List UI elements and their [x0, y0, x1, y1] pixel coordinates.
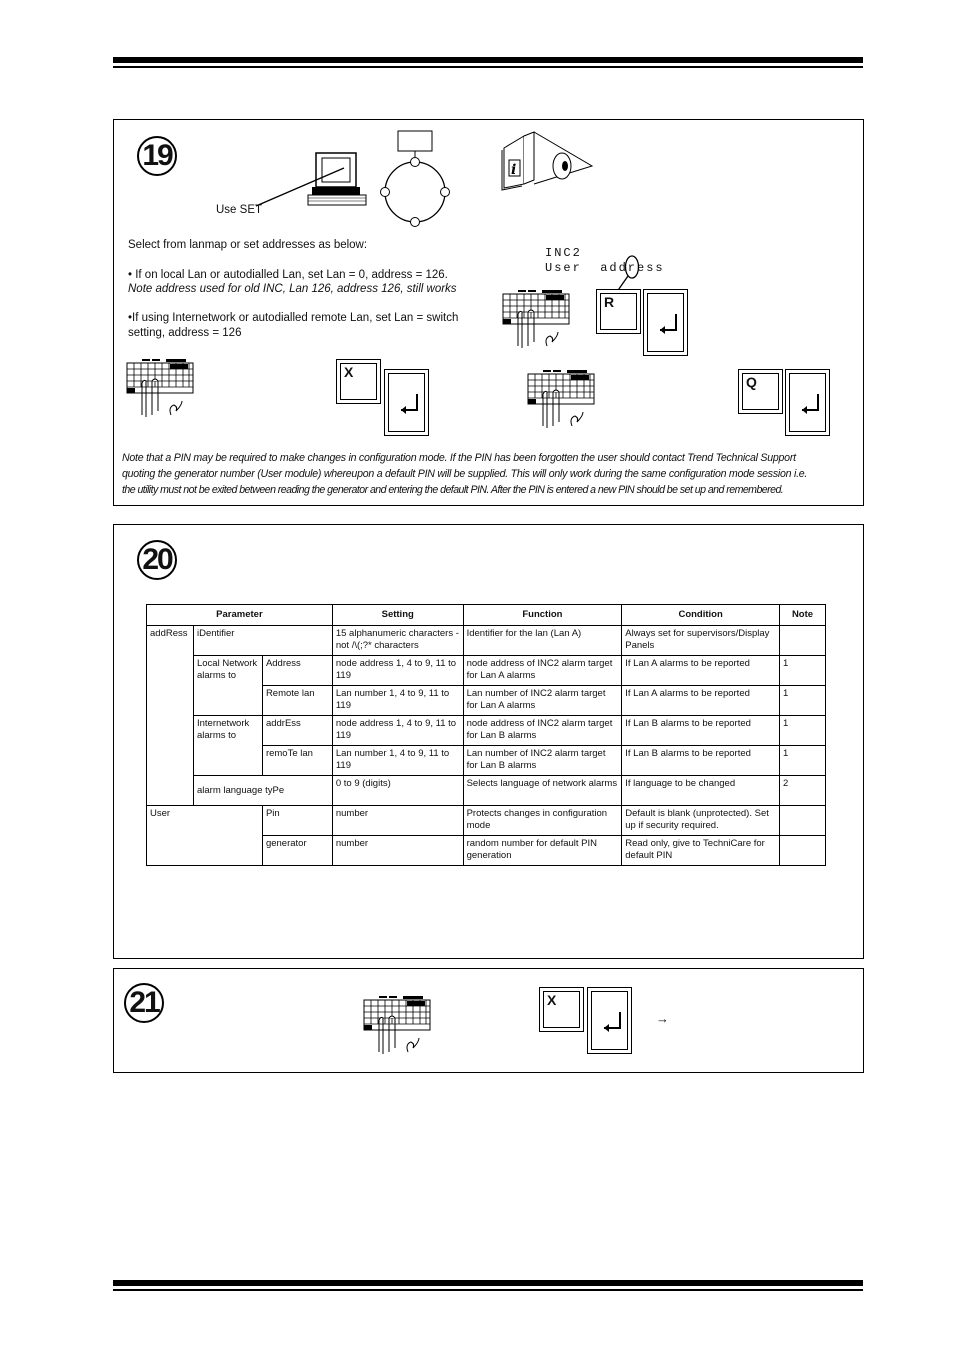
- step-number-20: 20: [137, 540, 177, 580]
- r-key[interactable]: R: [596, 289, 641, 334]
- pin-note-line-2: quoting the generator number (User module) whereupon a default PIN will be supplied. This will only work during the same configuration mode session i.e.: [122, 468, 808, 480]
- bullet-local-lan: • If on local Lan or autodialled Lan, set Lan = 0, address = 126.: [128, 269, 448, 281]
- condition-cell: Always set for supervisors/Display Panels: [622, 626, 780, 656]
- condition-cell: If Lan A alarms to be reported: [622, 656, 780, 686]
- condition-cell: Read only, give to TechniCare for default PIN: [622, 836, 780, 866]
- table-row: [147, 806, 826, 836]
- note-cell: 1: [780, 686, 826, 716]
- function-cell: Lan number of INC2 alarm target for Lan A alarms: [463, 686, 622, 716]
- bullet-internetwork-1: •If using Internetwork or autodialled remote Lan, set Lan = switch: [128, 312, 459, 324]
- setting-cell: Lan number 1, 4 to 9, 11 to 119: [332, 686, 463, 716]
- lan-ring-icon: [378, 128, 460, 228]
- footer-rule-thin: [113, 1289, 863, 1291]
- header-rule-thin: [113, 66, 863, 68]
- enter-key-x[interactable]: [384, 369, 429, 436]
- enter-key[interactable]: [643, 289, 688, 356]
- enter-key-step21[interactable]: [587, 987, 632, 1054]
- group-user: User: [147, 806, 263, 866]
- subgroup-local-network: Local Network alarms to: [193, 656, 262, 716]
- function-cell: node address of INC2 alarm target for Lan A alarms: [463, 656, 622, 686]
- condition-cell: If Lan B alarms to be reported: [622, 716, 780, 746]
- header-condition: Condition: [622, 605, 780, 626]
- setting-cell: number: [332, 806, 463, 836]
- setting-cell: Lan number 1, 4 to 9, 11 to 119: [332, 746, 463, 776]
- param-cell: addrEss: [262, 716, 332, 746]
- return-key-icon: [594, 1000, 628, 1040]
- param-cell: Remote lan: [262, 686, 332, 716]
- condition-cell: If language to be changed: [622, 776, 780, 806]
- table-row: [147, 656, 826, 686]
- arrow-right-icon: →: [656, 1011, 669, 1026]
- x-key[interactable]: X: [336, 359, 381, 404]
- keyboard-icon-step21: [363, 994, 433, 1056]
- enter-key-q[interactable]: [785, 369, 830, 436]
- pin-note: [122, 450, 862, 498]
- note-cell: [780, 626, 826, 656]
- param-cell: alarm language tyPe: [193, 776, 332, 806]
- setting-cell: 15 alphanumeric characters - not /\(;?* characters: [332, 626, 463, 656]
- param-cell: generator: [262, 836, 332, 866]
- condition-cell: If Lan A alarms to be reported: [622, 686, 780, 716]
- note-cell: [780, 836, 826, 866]
- x-key-step21[interactable]: X: [539, 987, 584, 1032]
- note-cell: 1: [780, 746, 826, 776]
- function-cell: Selects language of network alarms: [463, 776, 622, 806]
- header-rule-thick: [113, 57, 863, 63]
- footer-rule-thick: [113, 1280, 863, 1286]
- svg-text:i: i: [511, 162, 517, 178]
- setting-cell: node address 1, 4 to 9, 11 to 119: [332, 656, 463, 686]
- param-cell: remoTe lan: [262, 746, 332, 776]
- function-cell: Identifier for the lan (Lan A): [463, 626, 622, 656]
- header-note: Note: [780, 605, 826, 626]
- step-number-21: 21: [124, 983, 164, 1023]
- table-row: [147, 776, 826, 806]
- keyboard-icon-left: [126, 357, 196, 419]
- display-line-1: INC2: [545, 246, 582, 260]
- condition-cell: If Lan B alarms to be reported: [622, 746, 780, 776]
- subgroup-internetwork: Internetwork alarms to: [193, 716, 262, 776]
- param-cell: Address: [262, 656, 332, 686]
- bullet-internetwork-2: setting, address = 126: [128, 327, 242, 339]
- pin-note-line-3: the utility must not be exited between reading the generator and entering the default PIN. After the PIN is entered a new PIN should be set up and remembered.: [122, 484, 784, 496]
- function-cell: node address of INC2 alarm target for Lan B alarms: [463, 716, 622, 746]
- setting-cell: node address 1, 4 to 9, 11 to 119: [332, 716, 463, 746]
- setting-cell: number: [332, 836, 463, 866]
- return-key-icon: [650, 302, 684, 342]
- note-cell: 1: [780, 656, 826, 686]
- keyboard-icon: [502, 288, 572, 350]
- function-cell: Lan number of INC2 alarm target for Lan B alarms: [463, 746, 622, 776]
- step-21-panel: [113, 968, 864, 1073]
- function-cell: random number for default PIN generation: [463, 836, 622, 866]
- header-parameter: Parameter: [147, 605, 333, 626]
- table-row: [147, 716, 826, 746]
- q-key[interactable]: Q: [738, 369, 783, 414]
- setting-cell: 0 to 9 (digits): [332, 776, 463, 806]
- header-setting: Setting: [332, 605, 463, 626]
- note-cell: 1: [780, 716, 826, 746]
- select-instruction: Select from lanmap or set addresses as below:: [128, 239, 368, 251]
- keyboard-icon-right: [527, 368, 597, 430]
- note-cell: [780, 806, 826, 836]
- pin-note-line-1: Note that a PIN may be required to make changes in configuration mode. If the PIN has been forgotten the user should contact Trend Technical Support: [122, 452, 796, 464]
- table-header-row: [147, 605, 826, 626]
- display-line-2: User address: [545, 261, 665, 275]
- note-cell: 2: [780, 776, 826, 806]
- return-key-icon: [792, 382, 826, 422]
- manual-eye-icon: [498, 126, 598, 192]
- group-address: addRess: [147, 626, 194, 806]
- bullet-local-lan-note: Note address used for old INC, Lan 126, address 126, still works: [128, 283, 457, 295]
- use-set-label: Use SET: [216, 204, 263, 216]
- header-function: Function: [463, 605, 622, 626]
- param-cell: iDentifier: [193, 626, 332, 656]
- param-cell: Pin: [262, 806, 332, 836]
- step-number-19: 19: [137, 136, 177, 176]
- parameter-table: [146, 604, 826, 866]
- function-cell: Protects changes in configuration mode: [463, 806, 622, 836]
- table-row: [147, 626, 826, 656]
- condition-cell: Default is blank (unprotected). Set up if security required.: [622, 806, 780, 836]
- return-key-icon: [391, 382, 425, 422]
